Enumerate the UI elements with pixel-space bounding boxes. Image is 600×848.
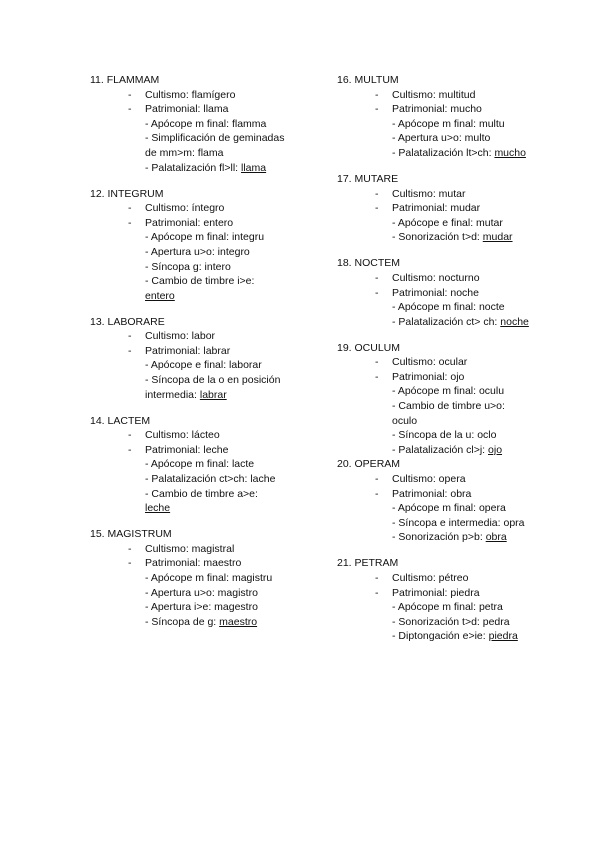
bullet-dash: - xyxy=(375,271,379,284)
entry-left_column-3 xyxy=(90,414,310,516)
step-text: - Palatalización ct> ch: xyxy=(392,315,501,328)
step-text: - Cambio de timbre u>o: oculo xyxy=(392,400,505,427)
patrimonial-text: Patrimonial: entero xyxy=(145,216,234,229)
bullet-dash: - xyxy=(128,443,132,456)
evolution-step xyxy=(337,530,532,545)
evolution-step xyxy=(337,501,532,516)
bullet-dash: - xyxy=(375,487,379,500)
evolution-step xyxy=(337,443,532,458)
cultismo-line xyxy=(337,355,557,370)
entry-title: 21. PETRAM xyxy=(337,557,399,570)
bullet-dash: - xyxy=(128,202,132,215)
evolution-step xyxy=(90,373,285,402)
entry-left_column-0 xyxy=(90,73,310,175)
patrimonial-text: Patrimonial: mucho xyxy=(392,103,482,116)
patrimonial-line xyxy=(90,443,310,458)
cultismo-line xyxy=(337,271,557,286)
bullet-dash: - xyxy=(375,88,379,101)
final-word: llama xyxy=(241,161,267,174)
entry-title: 18. NOCTEM xyxy=(337,257,401,270)
step-text: - Apócope m final: integru xyxy=(145,231,265,244)
entry-title: 16. MULTUM xyxy=(337,74,399,86)
cultismo-text: Cultismo: íntegro xyxy=(145,202,225,215)
entry-title: 20. OPERAM xyxy=(337,458,401,471)
patrimonial-line xyxy=(337,102,557,117)
step-text: - Síncopa e intermedia: opra xyxy=(392,516,525,529)
patrimonial-line xyxy=(337,286,557,301)
bullet-dash: - xyxy=(128,429,132,442)
cultismo-text: Cultismo: ocular xyxy=(392,356,468,369)
evolution-step xyxy=(337,615,532,630)
patrimonial-line xyxy=(337,370,557,385)
evolution-step xyxy=(337,315,532,330)
step-text: - Síncopa g: intero xyxy=(145,260,231,273)
entry-right_column-2 xyxy=(337,256,557,329)
evolution-step xyxy=(337,216,532,231)
evolution-step xyxy=(90,230,285,245)
step-text: - Simplificación de geminadas de mm>m: flama xyxy=(145,132,285,159)
bullet-dash: - xyxy=(375,187,379,200)
evolution-step xyxy=(337,399,532,428)
final-word: obra xyxy=(485,531,507,544)
entry-title: 11. FLAMMAM xyxy=(90,74,160,86)
patrimonial-text: Patrimonial: maestro xyxy=(145,557,242,570)
evolution-step xyxy=(90,472,285,487)
step-text: - Apócope m final: opera xyxy=(392,502,506,515)
patrimonial-text: Patrimonial: llama xyxy=(145,103,229,116)
evolution-step xyxy=(337,600,532,615)
left-column xyxy=(90,73,310,629)
evolution-step xyxy=(337,629,532,644)
bullet-dash: - xyxy=(128,216,132,229)
step-text: - Palatalización cl>j: xyxy=(392,443,489,456)
step-text: - Apócope e final: laborar xyxy=(145,359,262,372)
evolution-step xyxy=(90,161,285,176)
bullet-dash: - xyxy=(375,473,379,486)
step-text: - Apertura u>o: multo xyxy=(392,132,491,145)
entry-left_column-2 xyxy=(90,315,310,403)
evolution-step xyxy=(337,230,532,245)
cultismo-line xyxy=(90,201,310,216)
bullet-dash: - xyxy=(128,344,132,357)
entry-title: 12. INTEGRUM xyxy=(90,187,164,200)
bullet-dash: - xyxy=(375,202,379,215)
bullet-dash: - xyxy=(128,542,132,555)
evolution-step xyxy=(337,146,532,161)
cultismo-line xyxy=(337,88,557,103)
evolution-step xyxy=(90,260,285,275)
step-text: - Palatalización fl>ll: xyxy=(145,161,242,174)
step-text: - Sonorización t>d: pedra xyxy=(392,615,510,628)
step-text: - Sonorización p>b: xyxy=(392,531,486,544)
entry-right_column-3 xyxy=(337,341,557,458)
evolution-step xyxy=(337,131,532,146)
cultismo-text: Cultismo: magistral xyxy=(145,542,235,555)
cultismo-line xyxy=(337,472,557,487)
bullet-dash: - xyxy=(128,88,132,101)
patrimonial-line xyxy=(90,102,310,117)
entry-right_column-5 xyxy=(337,556,557,644)
entry-title: 13. LABORARE xyxy=(90,315,165,328)
entry-left_column-1 xyxy=(90,187,310,304)
cultismo-line xyxy=(90,329,310,344)
entry-title: 19. OCULUM xyxy=(337,341,401,354)
evolution-step xyxy=(90,245,285,260)
entry-left_column-4 xyxy=(90,527,310,629)
entry-right_column-0 xyxy=(337,73,557,161)
step-text: - Cambio de timbre a>e: xyxy=(145,487,258,500)
step-text: - Apócope m final: magistru xyxy=(145,571,273,584)
patrimonial-line xyxy=(337,487,557,502)
bullet-dash: - xyxy=(375,370,379,383)
step-text: - Apertura i>e: magestro xyxy=(145,601,258,614)
step-text: - Apertura u>o: magistro xyxy=(145,586,258,599)
step-text: - Apócope m final: nocte xyxy=(392,301,505,314)
bullet-dash: - xyxy=(128,330,132,343)
step-text: - Apócope m final: petra xyxy=(392,601,503,614)
cultismo-text: Cultismo: labor xyxy=(145,330,216,343)
evolution-step xyxy=(337,117,532,132)
evolution-step xyxy=(337,384,532,399)
final-word: ojo xyxy=(488,443,503,456)
step-text: - Palatalización lt>ch: xyxy=(392,146,495,159)
cultismo-line xyxy=(90,542,310,557)
step-text: - Apócope e final: mutar xyxy=(392,216,503,229)
entry-title: 17. MUTARE xyxy=(337,172,399,185)
evolution-step xyxy=(90,615,285,630)
final-word: mudar xyxy=(482,231,513,244)
entry-title: 15. MAGISTRUM xyxy=(90,528,172,541)
bullet-dash: - xyxy=(375,286,379,299)
final-word: piedra xyxy=(488,630,518,643)
patrimonial-text: Patrimonial: mudar xyxy=(392,202,481,215)
step-text: - Diptongación e>ie: xyxy=(392,630,489,643)
evolution-step xyxy=(90,600,285,615)
final-word: mucho xyxy=(494,146,526,159)
bullet-dash: - xyxy=(375,356,379,369)
cultismo-text: Cultismo: lácteo xyxy=(145,429,220,442)
step-text: - Cambio de timbre i>e: xyxy=(145,275,255,288)
patrimonial-text: Patrimonial: noche xyxy=(392,286,479,299)
patrimonial-line xyxy=(90,344,310,359)
bullet-dash: - xyxy=(128,103,132,116)
evolution-step xyxy=(90,131,285,160)
step-text: - Palatalización ct>ch: lache xyxy=(145,473,276,486)
step-text: - Síncopa de la o en posición intermedia: xyxy=(145,374,281,401)
evolution-step xyxy=(90,358,285,373)
evolution-step xyxy=(90,586,285,601)
evolution-step xyxy=(337,428,532,443)
bullet-dash: - xyxy=(375,103,379,116)
evolution-step xyxy=(90,571,285,586)
patrimonial-text: Patrimonial: leche xyxy=(145,443,229,456)
evolution-step xyxy=(337,300,532,315)
cultismo-line xyxy=(337,187,557,202)
final-word: labrar xyxy=(199,388,227,401)
final-word: entero xyxy=(145,289,175,302)
cultismo-line xyxy=(90,88,310,103)
evolution-step xyxy=(90,117,285,132)
cultismo-line xyxy=(337,571,557,586)
step-text: - Apertura u>o: integro xyxy=(145,245,250,258)
patrimonial-text: Patrimonial: ojo xyxy=(392,370,465,383)
patrimonial-line xyxy=(337,586,557,601)
step-text: - Síncopa de la u: oclo xyxy=(392,429,497,442)
cultismo-text: Cultismo: nocturno xyxy=(392,271,480,284)
right-column xyxy=(337,73,557,644)
entry-right_column-4 xyxy=(337,457,557,545)
entry-title: 14. LACTEM xyxy=(90,414,151,427)
bullet-dash: - xyxy=(375,571,379,584)
step-text: - Apócope m final: lacte xyxy=(145,458,255,471)
step-text: - Apócope m final: multu xyxy=(392,117,505,130)
patrimonial-line xyxy=(337,201,557,216)
cultismo-text: Cultismo: flamígero xyxy=(145,88,236,101)
patrimonial-text: Patrimonial: piedra xyxy=(392,586,480,599)
evolution-step xyxy=(90,487,285,516)
evolution-step xyxy=(90,274,285,303)
final-word: noche xyxy=(500,315,529,328)
cultismo-text: Cultismo: pétreo xyxy=(392,571,469,584)
final-word: leche xyxy=(145,502,171,515)
entry-right_column-1 xyxy=(337,172,557,245)
cultismo-text: Cultismo: mutar xyxy=(392,187,466,200)
final-word: maestro xyxy=(219,615,258,628)
step-text: - Sonorización t>d: xyxy=(392,231,483,244)
patrimonial-text: Patrimonial: labrar xyxy=(145,344,231,357)
cultismo-text: Cultismo: multitud xyxy=(392,88,476,101)
step-text: - Apócope m final: flamma xyxy=(145,117,267,130)
patrimonial-text: Patrimonial: obra xyxy=(392,487,472,500)
cultismo-text: Cultismo: opera xyxy=(392,473,466,486)
evolution-step xyxy=(90,457,285,472)
patrimonial-line xyxy=(90,556,310,571)
cultismo-line xyxy=(90,428,310,443)
evolution-step xyxy=(337,516,532,531)
bullet-dash: - xyxy=(375,586,379,599)
step-text: - Apócope m final: oculu xyxy=(392,385,505,398)
patrimonial-line xyxy=(90,216,310,231)
bullet-dash: - xyxy=(128,557,132,570)
step-text: - Síncopa de g: xyxy=(145,615,220,628)
